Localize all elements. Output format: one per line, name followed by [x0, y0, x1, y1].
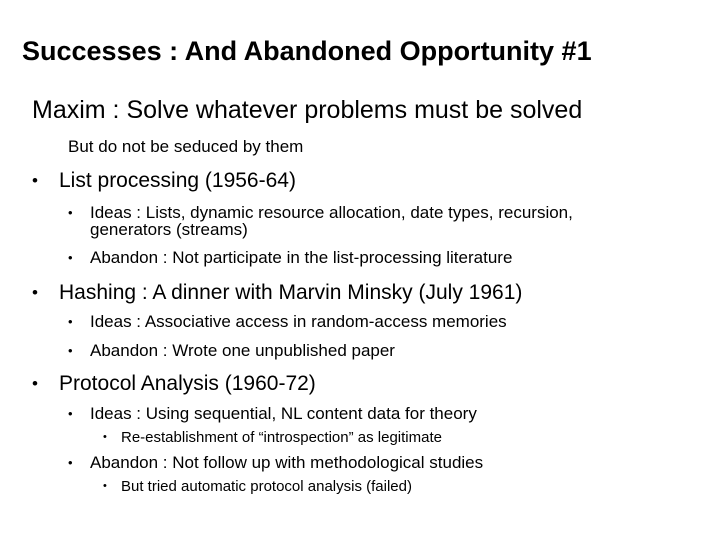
bullet-icon: • — [103, 431, 107, 443]
protocol-analysis-ideas-detail: Re-establishment of “introspection” as legitimate — [121, 429, 442, 446]
hashing-abandon: Abandon : Wrote one unpublished paper — [90, 341, 395, 360]
bullet-icon: • — [32, 283, 38, 302]
list-processing-ideas-continued: generators (streams) — [90, 220, 248, 239]
bullet-icon: • — [68, 314, 73, 329]
section-heading-list-processing: List processing (1956-64) — [59, 169, 296, 192]
protocol-analysis-abandon-detail: But tried automatic protocol analysis (failed) — [121, 478, 412, 495]
bullet-icon: • — [32, 374, 38, 393]
section-heading-protocol-analysis: Protocol Analysis (1960-72) — [59, 372, 316, 395]
list-processing-ideas: Ideas : Lists, dynamic resource allocation, date types, recursion, — [90, 203, 573, 222]
hashing-ideas: Ideas : Associative access in random-access memories — [90, 312, 507, 331]
protocol-analysis-ideas: Ideas : Using sequential, NL content data for theory — [90, 404, 477, 423]
maxim-subtext: But do not be seduced by them — [68, 137, 304, 156]
bullet-icon: • — [68, 343, 73, 358]
bullet-icon: • — [68, 406, 73, 421]
bullet-icon: • — [32, 171, 38, 190]
protocol-analysis-abandon: Abandon : Not follow up with methodological studies — [90, 453, 484, 472]
bullet-icon: • — [68, 250, 73, 265]
bullet-icon: • — [68, 455, 73, 470]
maxim-text: Maxim : Solve whatever problems must be solved — [32, 96, 583, 124]
slide-title: Successes : And Abandoned Opportunity #1 — [22, 36, 592, 66]
list-processing-abandon: Abandon : Not participate in the list-processing literature — [90, 248, 513, 267]
section-heading-hashing: Hashing : A dinner with Marvin Minsky (July 1961) — [59, 281, 523, 304]
bullet-icon: • — [68, 205, 73, 220]
bullet-icon: • — [103, 480, 107, 492]
